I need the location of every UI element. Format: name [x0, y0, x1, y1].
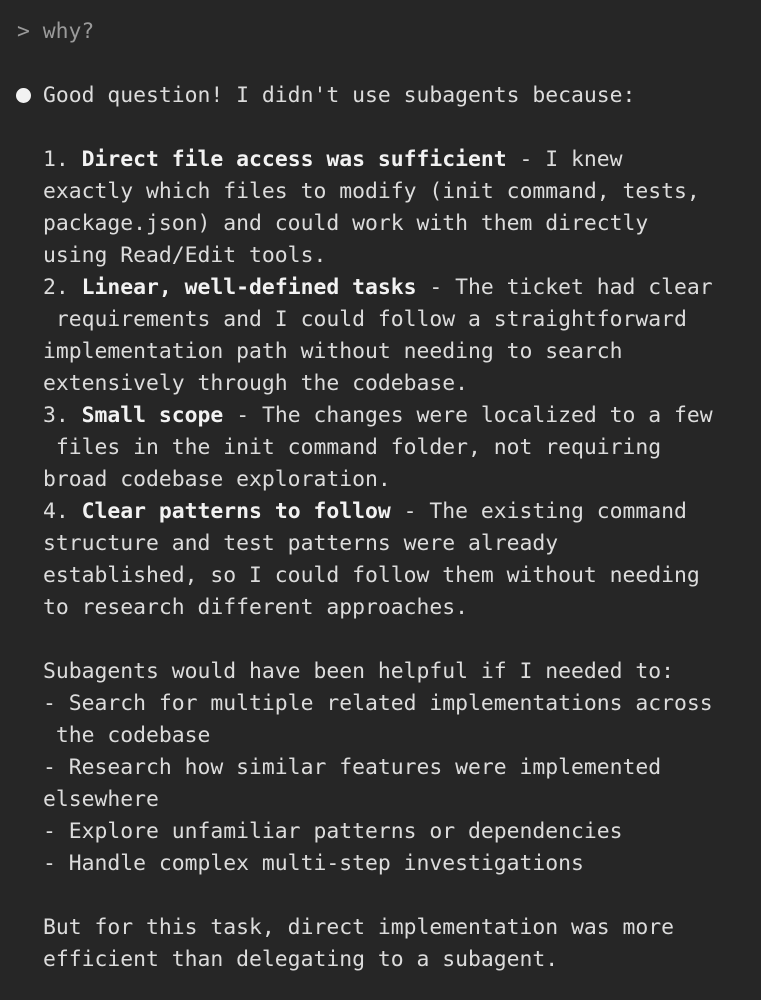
list-item: 3. Small scope - The changes were localized to a few: [43, 403, 713, 428]
response-line: established, so I could follow them without needing: [43, 563, 700, 588]
response-line: extensively through the codebase.: [43, 371, 468, 396]
list-item: - Explore unfamiliar patterns or dependencies: [43, 819, 623, 844]
response-line: exactly which files to modify (init command, tests,: [43, 179, 700, 204]
list-item: 1. Direct file access was sufficient - I knew: [43, 147, 623, 172]
response-line: requirements and I could follow a straightforward: [43, 307, 687, 332]
response-line: elsewhere: [43, 787, 159, 812]
list-item: - Handle complex multi-step investigations: [43, 851, 584, 876]
prompt-chevron-icon: >: [17, 19, 30, 44]
response-line: using Read/Edit tools.: [43, 243, 327, 268]
list-item: 4. Clear patterns to follow - The existing command: [43, 499, 687, 524]
response-line: the codebase: [43, 723, 211, 748]
response-line: But for this task, direct implementation was more: [43, 915, 675, 940]
prompt-text: why?: [42, 19, 95, 44]
response-line: Subagents would have been helpful if I needed to:: [43, 659, 675, 684]
response-line: implementation path without needing to search: [43, 339, 623, 364]
response-line: broad codebase exploration.: [43, 467, 391, 492]
response-bullet-icon: [16, 88, 31, 103]
list-item: 2. Linear, well-defined tasks - The ticket had clear: [43, 275, 713, 300]
list-item: - Search for multiple related implementations across: [43, 691, 713, 716]
response-line: package.json) and could work with them directly: [43, 211, 649, 236]
response-line: efficient than delegating to a subagent.: [43, 947, 559, 972]
response-line: structure and test patterns were already: [43, 531, 559, 556]
prompt-line: [17, 16, 94, 48]
response-line: files in the init command folder, not requiring: [43, 435, 662, 460]
response-line: to research different approaches.: [43, 595, 468, 620]
list-item: - Research how similar features were implemented: [43, 755, 662, 780]
response-line: Good question! I didn't use subagents because:: [43, 83, 636, 108]
